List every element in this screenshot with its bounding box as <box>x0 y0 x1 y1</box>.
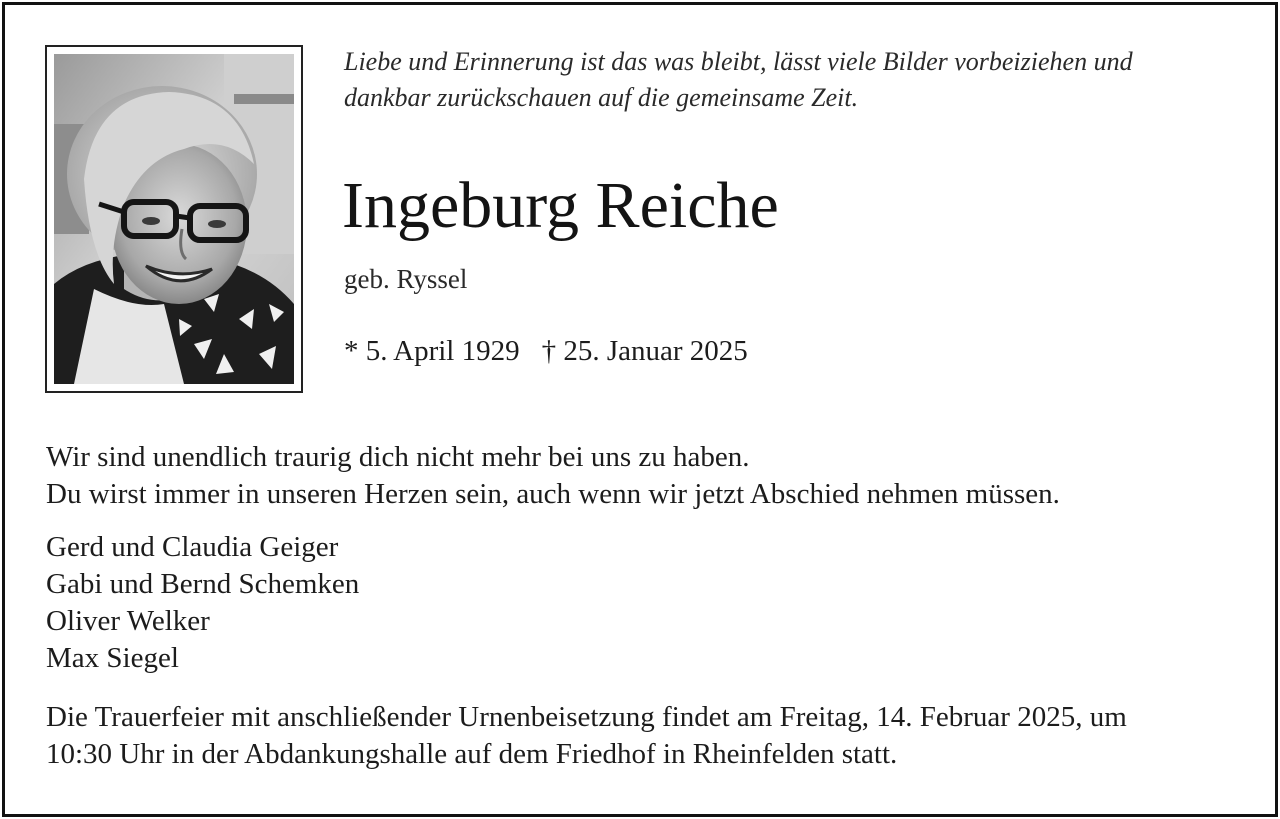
maiden-name: geb. Ryssel <box>344 264 468 294</box>
portrait-photo-icon <box>54 54 294 384</box>
birth-date: * 5. April 1929 <box>344 335 520 367</box>
death-date: † 25. Januar 2025 <box>541 335 748 367</box>
message-line: Wir sind unendlich traurig dich nicht mehr bei uns zu haben. <box>46 441 750 473</box>
farewell-message <box>46 439 1060 513</box>
service-line: 10:30 Uhr in der Abdankungshalle auf dem Friedhof in Rheinfelden statt. <box>46 738 898 770</box>
family-member: Max Siegel <box>46 642 179 674</box>
family-member: Gerd und Claudia Geiger <box>46 531 339 563</box>
family-member: Gabi und Bernd Schemken <box>46 568 360 600</box>
life-dates <box>344 332 748 370</box>
quote-line: dankbar zurückschauen auf die gemeinsame Zeit. <box>344 83 859 112</box>
portrait-photo-frame <box>45 45 303 393</box>
message-line: Du wirst immer in unseren Herzen sein, auch wenn wir jetzt Abschied nehmen müssen. <box>46 478 1060 510</box>
funeral-service-notice <box>46 699 1127 773</box>
quote-line: Liebe und Erinnerung ist das was bleibt, lässt viele Bilder vorbeiziehen und <box>344 47 1133 76</box>
family-signatures <box>46 529 359 677</box>
deceased-name: Ingeburg Reiche <box>342 169 779 242</box>
memorial-quote <box>344 44 1244 116</box>
service-line: Die Trauerfeier mit anschließender Urnenbeisetzung findet am Freitag, 14. Februar 2025, um <box>46 701 1127 733</box>
family-member: Oliver Welker <box>46 605 210 637</box>
